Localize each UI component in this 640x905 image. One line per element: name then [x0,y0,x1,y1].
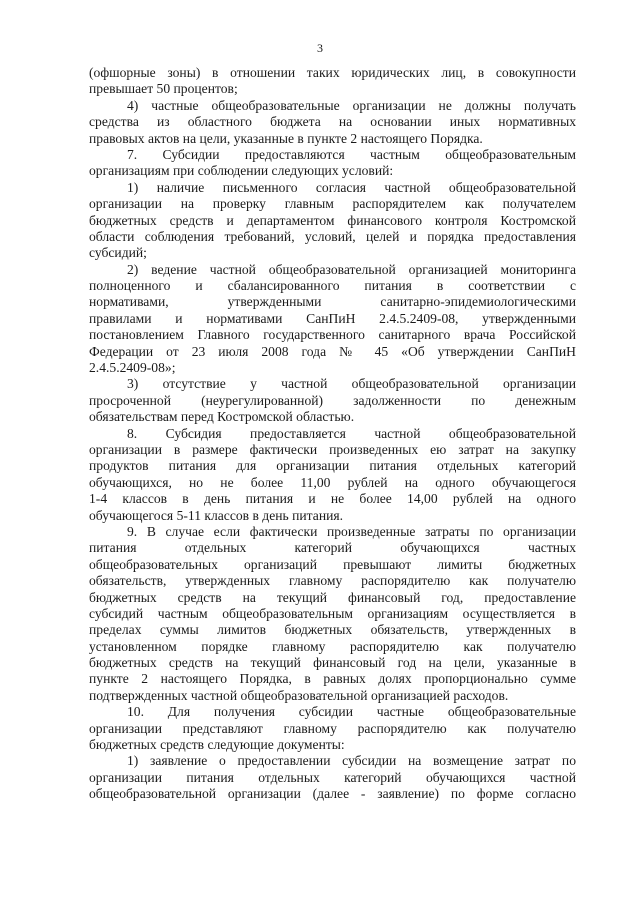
text-line: пункте 2 настоящего Порядка, в равных долях пропорционально сумме [89,671,576,687]
text-line: субсидий частным общеобразовательным организациям осуществляется в [89,605,576,621]
text-line: 1) заявление о предоставлении субсидии на возмещение затрат по [127,753,576,769]
text-line: общеобразовательной организации (далее - заявление) по форме согласно [89,786,576,802]
text-line: пределах суммы лимитов бюджетных обязательств, утвержденных в [89,622,576,638]
text-line: 7. Субсидии предоставляются частным общеобразовательным [127,146,576,162]
text-line: 3) отсутствие у частной общеобразовательной организации [127,376,576,392]
text-line: постановлением Главного государственного санитарного врача Российской [89,327,576,343]
text-line: организации питания отдельных категорий обучающихся частной [89,769,576,785]
text-line: 1-4 классов в день питания и не более 14,00 рублей на одного [89,491,576,507]
text-line: организациям при соблюдении следующих условий: [89,163,394,179]
text-line: организации на проверку главным распорядителем как получателем [89,196,576,212]
text-line: бюджетных средств на текущий финансовый год, предоставление [89,589,576,605]
text-line: подтвержденных частной общеобразовательной организацией расходов. [89,687,509,703]
text-line: правовых актов на цели, указанные в пункте 2 настоящего Порядка. [89,130,483,146]
text-line: 10. Для получения субсидии частные общеобразовательные [127,704,576,720]
text-line: средства из областного бюджета на основании иных нормативных [89,114,576,130]
text-line: субсидий; [89,245,147,261]
text-line: организации представляют главному распорядителю как получателю [89,720,576,736]
text-line: установленном порядке главному распорядителю как получателю [89,638,576,654]
text-line: бюджетных средств и департаментом финансового контроля Костромской [89,212,576,228]
text-line: обязательствам перед Костромской областью. [89,409,355,425]
text-line: обучающихся, но не более 11,00 рублей на одного обучающегося [89,474,576,490]
text-line: бюджетных средств следующие документы: [89,737,345,753]
text-line: продуктов питания для организации питания отдельных категорий [89,458,576,474]
text-line: обязательств, утвержденных главному распорядителю как получателю [89,573,576,589]
page-number: 3 [317,41,323,55]
text-line: (офшорные зоны) в отношении таких юридических лиц, в совокупности [89,65,576,80]
text-line: 2) ведение частной общеобразовательной организацией мониторинга [127,261,576,277]
text-line: 4) частные общеобразовательные организации не должны получать [127,97,576,113]
text-line: области соблюдения требований, условий, целей и порядка предоставления [89,228,576,244]
text-line: 9. В случае если фактически произведенные затраты по организации [127,523,576,539]
text-line: превышает 50 процентов; [89,81,238,97]
text-line: организации в размере фактически произведенных ею затрат на закупку [89,441,576,457]
text-line: 8. Субсидия предоставляется частной общеобразовательной [127,425,576,441]
text-line: 1) наличие письменного согласия частной общеобразовательной [127,179,576,195]
text-line: общеобразовательных организаций превышают лимиты бюджетных [89,556,576,572]
text-line: просроченной (неурегулированной) задолженности по денежным [89,392,576,408]
text-line: нормативами, утвержденными санитарно-эпидемиологическими [89,294,576,310]
text-line: обучающегося 5-11 классов в день питания. [89,507,344,523]
text-line: полноценного и сбалансированного питания в соответствии с [89,278,576,294]
text-line: бюджетных средств на текущий финансовый год на цели, указанные в [89,655,576,671]
text-line: правилами и нормативами СанПиН 2.4.5.2409-08, утвержденными [89,310,576,326]
text-line: Федерации от 23 июля 2008 года № 45 «Об утверждении СанПиН [89,343,576,359]
text-line: 2.4.5.2409-08»; [89,360,176,376]
text-line: питания отдельных категорий обучающихся частных [89,540,576,556]
document-body [89,65,576,803]
